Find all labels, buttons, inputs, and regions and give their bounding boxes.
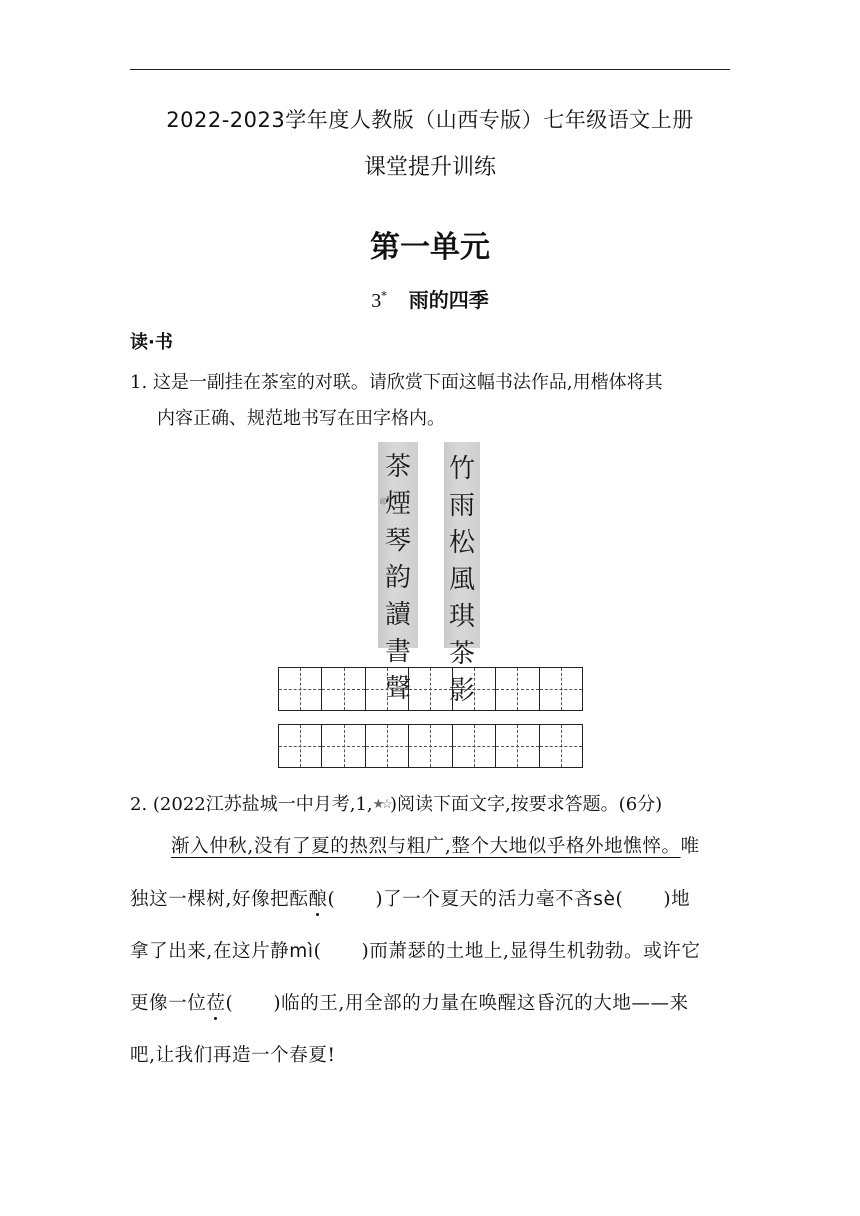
document-title: 2022-2023学年度人教版（山西专版）七年级语文上册 xyxy=(166,108,694,132)
passage-text: )了一个夏天的活力毫不吝 xyxy=(375,889,594,910)
grid-cell[interactable] xyxy=(496,668,539,710)
question-1-line-2: 内容正确、规范地书写在田字格内。 xyxy=(157,408,445,429)
passage-text: 更像一位 xyxy=(130,993,207,1014)
grid-cell[interactable] xyxy=(279,725,322,767)
dotted-character: 莅 xyxy=(206,993,226,1014)
dotted-character: 酿 xyxy=(308,889,328,910)
scroll-char: 琴 xyxy=(384,526,411,556)
lesson-number: 3 xyxy=(371,290,382,312)
passage-line-1 xyxy=(171,832,700,858)
paren-open: ( xyxy=(327,889,336,910)
question-1-line-1: 1. 这是一副挂在茶室的对联。请欣赏下面这幅书法作品,用楷体将其 xyxy=(130,372,663,393)
question-2-heading xyxy=(130,790,662,816)
scroll-char: 茶 xyxy=(448,639,475,669)
paren-open: ( xyxy=(225,993,234,1014)
grid-cell[interactable] xyxy=(322,668,365,710)
scroll-char: 琪 xyxy=(448,602,475,632)
tianzige-grid-row-2[interactable] xyxy=(278,724,583,768)
tianzige-grid-row-1[interactable] xyxy=(278,667,583,711)
grid-cell[interactable] xyxy=(496,725,539,767)
unit-title: 第一单元 xyxy=(370,230,490,265)
passage-text: 唯 xyxy=(680,836,700,857)
scroll-char: 書 xyxy=(384,637,411,667)
passage-text: 独这一棵树,好像把酝 xyxy=(130,889,309,910)
pinyin-prompt: mì xyxy=(289,941,314,962)
scroll-char: 讀 xyxy=(384,600,411,630)
scroll-char: 影 xyxy=(448,676,475,706)
underlined-sentence: 渐入仲秋,没有了夏的热烈与粗广,整个大地似乎格外地憔悴。 xyxy=(171,836,681,857)
grid-cell[interactable] xyxy=(453,668,496,710)
scroll-char: 竹 xyxy=(448,454,475,484)
passage-line-5: 吧,让我们再造一个春夏! xyxy=(130,1045,336,1066)
grid-cell[interactable] xyxy=(366,725,409,767)
grid-cell[interactable] xyxy=(540,668,582,710)
scroll-char: 風 xyxy=(448,565,475,595)
seal-stamp: 印 xyxy=(380,498,387,506)
lesson-title: 雨的四季 xyxy=(408,288,489,312)
scroll-char: 聲 xyxy=(384,674,411,704)
grid-cell[interactable] xyxy=(409,668,452,710)
top-rule xyxy=(130,69,730,70)
passage-line-4 xyxy=(130,989,689,1015)
grid-cell[interactable] xyxy=(366,668,409,710)
pinyin-prompt: sè xyxy=(593,889,616,910)
question-2-suffix: )阅读下面文字,按要求答题。(6分) xyxy=(389,794,663,815)
scroll-char: 茶 xyxy=(384,452,411,482)
scroll-char: 韵 xyxy=(384,563,411,593)
grid-cell[interactable] xyxy=(453,725,496,767)
question-2-prefix: 2. (2022江苏盐城一中月考,1, xyxy=(130,794,373,815)
lesson-mark: * xyxy=(381,289,387,303)
section-label: 读·书 xyxy=(130,332,173,353)
passage-text: )地 xyxy=(663,889,691,910)
passage-line-2 xyxy=(130,885,690,911)
grid-cell[interactable] xyxy=(540,725,582,767)
scroll-char: 煙 xyxy=(384,489,411,519)
grid-cell[interactable] xyxy=(279,668,322,710)
grid-cell[interactable] xyxy=(322,725,365,767)
document-subtitle: 课堂提升训练 xyxy=(363,155,496,180)
passage-text: )而萧瑟的土地上,显得生机勃勃。或许它 xyxy=(361,941,701,962)
scroll-char: 松 xyxy=(448,528,475,558)
passage-line-3 xyxy=(130,937,701,963)
lesson-heading xyxy=(0,284,860,313)
paren-open: ( xyxy=(313,941,322,962)
difficulty-star-icon: ★☆ xyxy=(372,797,390,812)
grid-cell[interactable] xyxy=(409,725,452,767)
scroll-char: 雨 xyxy=(448,491,475,521)
passage-text: 拿了出来,在这片静 xyxy=(130,941,290,962)
calligraphy-scroll-left xyxy=(378,442,418,704)
passage-text: )临的王,用全部的力量在唤醒这昏沉的大地——来 xyxy=(273,993,689,1014)
paren-open: ( xyxy=(615,889,624,910)
calligraphy-scroll-right xyxy=(444,442,480,706)
